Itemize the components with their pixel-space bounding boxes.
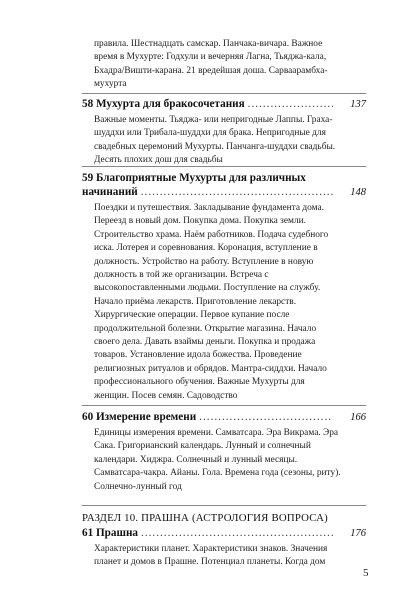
- desc-line: должность. Устройство на работу. Вступление в новую: [94, 256, 314, 267]
- divider: [82, 93, 366, 94]
- entry-title: 58 Мухурта для бракосочетания: [82, 98, 245, 110]
- entry-page: 166: [350, 412, 366, 423]
- desc-line: профессионального обучения. Важные Мухурты для: [94, 377, 305, 388]
- desc-line: высокопоставленными людьми. Поступление на службу.: [94, 283, 321, 294]
- toc-entry-61[interactable]: [82, 526, 366, 570]
- desc-line: Начало приёма лекарств. Приготовление лекарств.: [94, 296, 297, 307]
- desc-line: Десять плохих дош для свадьбы: [94, 155, 223, 166]
- desc-line: Хирургические операции. Первое купание после: [94, 310, 290, 321]
- divider: [82, 405, 366, 406]
- desc-line: товаров. Установление идола божества. Проведение: [94, 350, 302, 361]
- desc-line: религиозных ритуалов и обрядов. Мантра-сиддхи. Начало: [94, 363, 327, 374]
- page-number: 5: [363, 567, 369, 579]
- section-heading: РАЗДЕЛ 10. ПРАШНА (АСТРОЛОГИЯ ВОПРОСА): [82, 512, 328, 524]
- desc-line: Строительство храма. Наём работников. Подача судебного: [94, 229, 329, 240]
- entry-page: 176: [350, 528, 366, 539]
- desc-line: Важные моменты. Тьяджа- или непригодные Лаппы. Граха-: [94, 115, 333, 125]
- desc-line: Поездки и путешествия. Закладывание фундамента дома.: [94, 203, 324, 213]
- desc-line: Характеристики планет. Характеристики знаков. Значения: [94, 544, 328, 554]
- desc-line: продолжительной болезни. Открытие магазина. Начало: [94, 323, 317, 334]
- desc-line: время в Мухурте: Годхули и вечерняя Лагна, Тьяджа-кала,: [94, 52, 327, 63]
- entry-title: 61 Прашна: [82, 527, 138, 539]
- entry-title: начинаний: [82, 186, 138, 198]
- desc-line: должность в той же организации. Встреча с: [94, 270, 269, 281]
- desc-line: Бхадра/Вишти-карана. 21 вредейшая доша. Сарваарамбха-: [94, 65, 328, 76]
- desc-line: Единицы измерения времени. Самватсара. Эра Викрама. Эра: [94, 428, 339, 438]
- entry-title-first-line: 59 Благоприятные Мухурты для различных: [82, 172, 306, 184]
- desc-line: правила. Шестнадцать самскар. Панчака-вичара. Важное: [94, 39, 323, 49]
- desc-line: шуддхи или Трибала-шуддхи для брака. Непригодные для: [94, 128, 326, 139]
- toc-entry-60[interactable]: [82, 410, 366, 494]
- leader-dots: [141, 185, 333, 199]
- entry-page: 148: [350, 187, 366, 198]
- desc-line: мухурта: [94, 79, 127, 90]
- toc-continuation: [82, 38, 366, 92]
- entry-page: 137: [350, 99, 366, 110]
- toc-entry-58[interactable]: [82, 97, 366, 168]
- desc-line: свадебных церемоний Мухурты. Панчанга-шуддхи свадьбы.: [94, 141, 336, 152]
- divider: [82, 505, 366, 506]
- entry-title: 60 Измерение времени: [82, 411, 197, 423]
- desc-line: Переезд в новый дом. Покупка дома. Покупка земли.: [94, 216, 306, 227]
- desc-line: планет и домов в Прашне. Потенциал планеты. Когда дом: [94, 557, 326, 568]
- divider: [82, 166, 366, 167]
- toc-entry-59[interactable]: [82, 171, 366, 403]
- leader-dots: [199, 410, 333, 424]
- desc-line: иска. Лотерея и соревнования. Коронация, вступление в: [94, 243, 318, 254]
- desc-line: Сака. Григорианский календарь. Лунный и солнечный: [94, 441, 311, 452]
- desc-line: Солнечно-лунный год: [94, 481, 182, 492]
- leader-dots: [141, 526, 333, 540]
- desc-line: женщин. Посев семян. Садоводство: [94, 390, 238, 401]
- desc-line: Самватсара-чакра. Айаны. Гола. Времена года (сезоны, риту).: [94, 468, 341, 479]
- desc-line: календари. Хиджра. Солнечный и лунный месяцы.: [94, 454, 298, 465]
- desc-line: своего дела. Давать взаймы деньги. Покупка и продажа: [94, 337, 316, 348]
- leader-dots: [248, 97, 333, 111]
